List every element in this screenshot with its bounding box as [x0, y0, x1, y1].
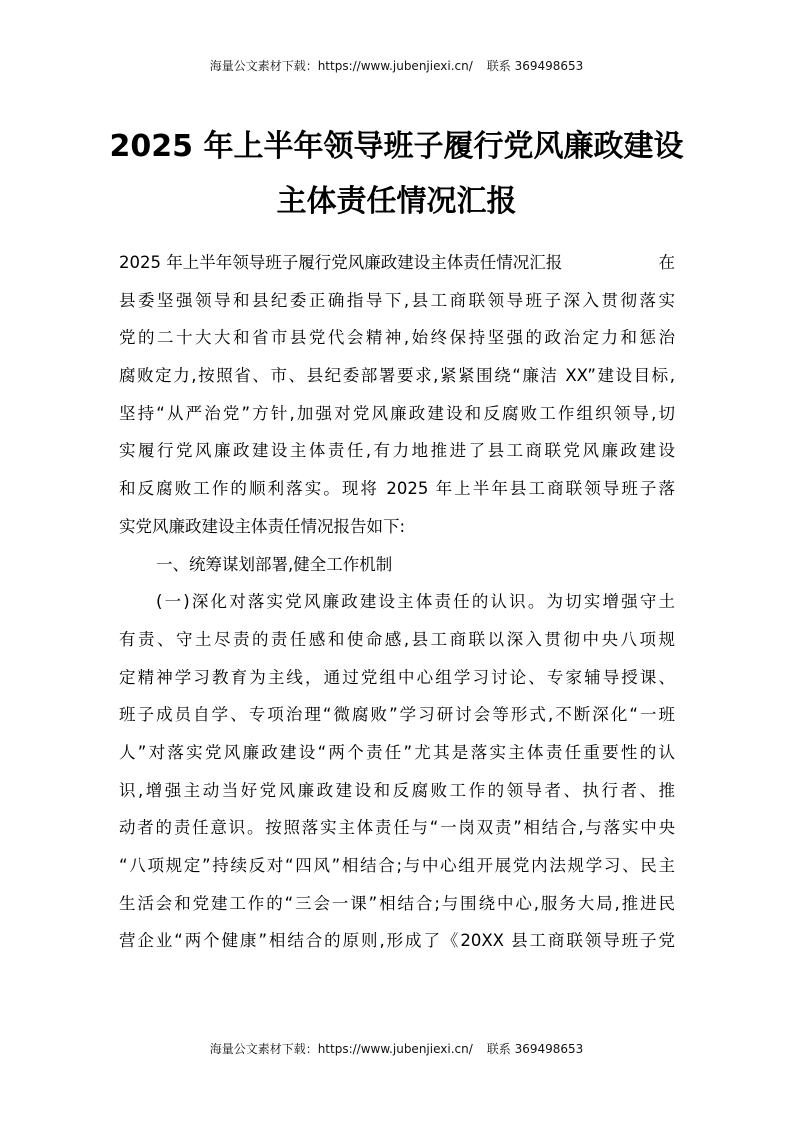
body-line: (一)深化对落实党风廉政建设主体责任的认识。为切实增强守土	[156, 592, 675, 612]
body-line: 有责、守土尽责的责任感和使命感,县工商联以深入贯彻中央八项规	[119, 629, 675, 649]
body-line: “八项规定”持续反对“四风”相结合;与中心组开展党内法规学习、民主	[119, 856, 675, 875]
body-line: 人”对落实党风廉政建设“两个责任”尤其是落实主体责任重要性的认	[119, 742, 675, 762]
body-line: 坚持“从严治党”方针,加强对党风廉政建设和反腐败工作组织领导,切	[119, 403, 675, 423]
header-download-text[interactable]: 海量公文素材下载：https://www.jubenjiexi.cn/	[209, 59, 473, 73]
section-heading: 一、统筹谋划部署,健全工作机制	[156, 554, 393, 574]
body-line-first-right: 在	[658, 253, 675, 272]
footer-contact: 联系 369498653	[486, 1042, 584, 1056]
body-line: 动者的责任意识。按照落实主体责任与“一岗双责”相结合,与落实中央	[119, 818, 675, 838]
body-line-first	[119, 244, 675, 282]
body-line: 和反腐败工作的顺利落实。现将 2025 年上半年县工商联领导班子落	[119, 479, 675, 499]
body-line: 腐败定力,按照省、市、县纪委部署要求,紧紧围绕“廉洁 XX”建设目标,	[119, 366, 675, 386]
footer-download-text[interactable]: 海量公文素材下载：https://www.jubenjiexi.cn/	[209, 1042, 473, 1056]
title-line-1: 2025 年上半年领导班子履行党风廉政建设	[109, 129, 684, 164]
document-title	[0, 122, 793, 227]
document-body	[119, 244, 675, 960]
body-line: 定精神学习教育为主线，通过党组中心组学习讨论、专家辅导授课、	[119, 667, 675, 687]
body-line: 营企业“两个健康”相结合的原则,形成了《20XX 县工商联领导班子党	[119, 931, 675, 951]
body-line: 实党风廉政建设主体责任情况报告如下:	[119, 516, 406, 536]
page-header	[0, 58, 793, 74]
body-line: 识,增强主动当好党风廉政建设和反腐败工作的领导者、执行者、推	[119, 780, 675, 800]
page-footer	[0, 1041, 793, 1057]
body-line: 生活会和党建工作的“三会一课”相结合;与围绕中心,服务大局,推进民	[119, 893, 675, 913]
body-line: 县委坚强领导和县纪委正确指导下,县工商联领导班子深入贯彻落实	[119, 290, 675, 310]
body-line: 实履行党风廉政建设主体责任,有力地推进了县工商联党风廉政建设	[119, 441, 675, 461]
header-contact: 联系 369498653	[486, 59, 584, 73]
title-line-2: 主体责任情况汇报	[276, 184, 517, 219]
body-line: 班子成员自学、专项治理“微腐败”学习研讨会等形式,不断深化“一班	[119, 705, 675, 725]
body-line: 党的二十大大和省市县党代会精神,始终保持坚强的政治定力和惩治	[119, 328, 675, 348]
body-line-first-left: 2025 年上半年领导班子履行党风廉政建设主体责任情况汇报	[119, 253, 563, 272]
